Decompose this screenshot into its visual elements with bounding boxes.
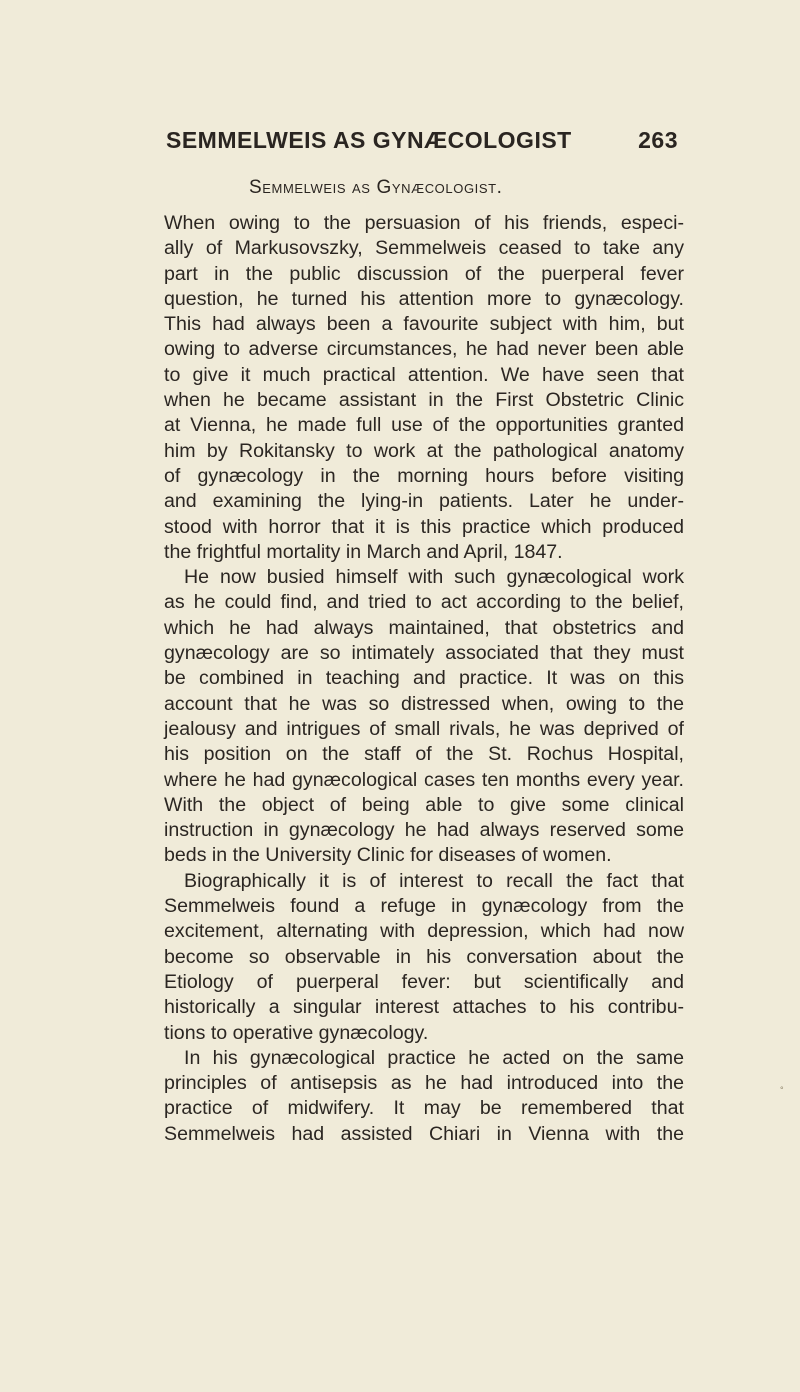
text-line: at Vienna, he made full use of the opportunities granted: [164, 414, 684, 437]
text-line: him by Rokitansky to work at the pathological anatomy: [164, 439, 684, 462]
text-line: excitement, alternating with depression, which had now: [164, 920, 684, 943]
section-heading: Semmelweis as Gynæcologist.: [249, 177, 503, 198]
text-line: instruction in gynæcology he had always reserved some: [164, 819, 684, 842]
text-line: This had always been a favourite subject with him, but: [164, 313, 684, 336]
text-line: which he had always maintained, that obstetrics and: [164, 616, 684, 639]
text-line: Biographically it is of interest to recall the fact that: [184, 869, 684, 892]
running-head: [166, 127, 678, 163]
margin-mark: °: [780, 1085, 784, 1095]
text-line: of gynæcology in the morning hours before visiting: [164, 464, 684, 487]
text-line: gynæcology are so intimately associated that they must: [164, 642, 684, 665]
text-line: ally of Markusovszky, Semmelweis ceased to take any: [164, 237, 684, 260]
text-line: When owing to the persuasion of his friends, especi-: [164, 212, 684, 234]
running-head-title: SEMMELWEIS AS GYNÆCOLOGIST: [166, 127, 572, 153]
text-line: where he had gynæcological cases ten months every year.: [164, 768, 684, 791]
text-line: owing to adverse circumstances, he had never been able: [164, 338, 684, 361]
text-line: Semmelweis had assisted Chiari in Vienna with the: [164, 1122, 684, 1145]
text-line: the frightful mortality in March and April, 1847.: [164, 540, 563, 563]
text-line: principles of antisepsis as he had introduced into the: [164, 1072, 684, 1095]
text-line: as he could find, and tried to act according to the belief,: [164, 591, 684, 614]
text-line: account that he was so distressed when, owing to the: [164, 692, 684, 715]
text-line: his position on the staff of the St. Rochus Hospital,: [164, 743, 684, 766]
text-line: historically a singular interest attaches to his contribu-: [164, 996, 684, 1019]
text-line: when he became assistant in the First Obstetric Clinic: [164, 389, 684, 412]
text-line: jealousy and intrigues of small rivals, he was deprived of: [164, 717, 684, 740]
text-line: practice of midwifery. It may be remembered that: [164, 1097, 684, 1120]
text-line: tions to operative gynæcology.: [164, 1021, 429, 1044]
page-number: 263: [638, 127, 678, 153]
body-text: [164, 211, 684, 1147]
text-line: He now busied himself with such gynæcological work: [184, 566, 684, 589]
text-line: be combined in teaching and practice. It was on this: [164, 667, 684, 690]
text-line: beds in the University Clinic for diseases of women.: [164, 844, 612, 867]
text-line: part in the public discussion of the puerperal fever: [164, 262, 684, 285]
text-line: question, he turned his attention more to gynæcology.: [164, 287, 684, 310]
text-line: Etiology of puerperal fever: but scientifically and: [164, 970, 684, 993]
text-line: With the object of being able to give some clinical: [164, 793, 684, 816]
text-line: become so observable in his conversation about the: [164, 945, 684, 968]
text-line: and examining the lying-in patients. Later he under-: [164, 490, 684, 513]
text-line: In his gynæcological practice he acted on the same: [184, 1046, 684, 1069]
text-line: stood with horror that it is this practice which produced: [164, 515, 684, 538]
text-line: Semmelweis found a refuge in gynæcology from the: [164, 895, 684, 918]
text-line: to give it much practical attention. We have seen that: [164, 363, 684, 386]
